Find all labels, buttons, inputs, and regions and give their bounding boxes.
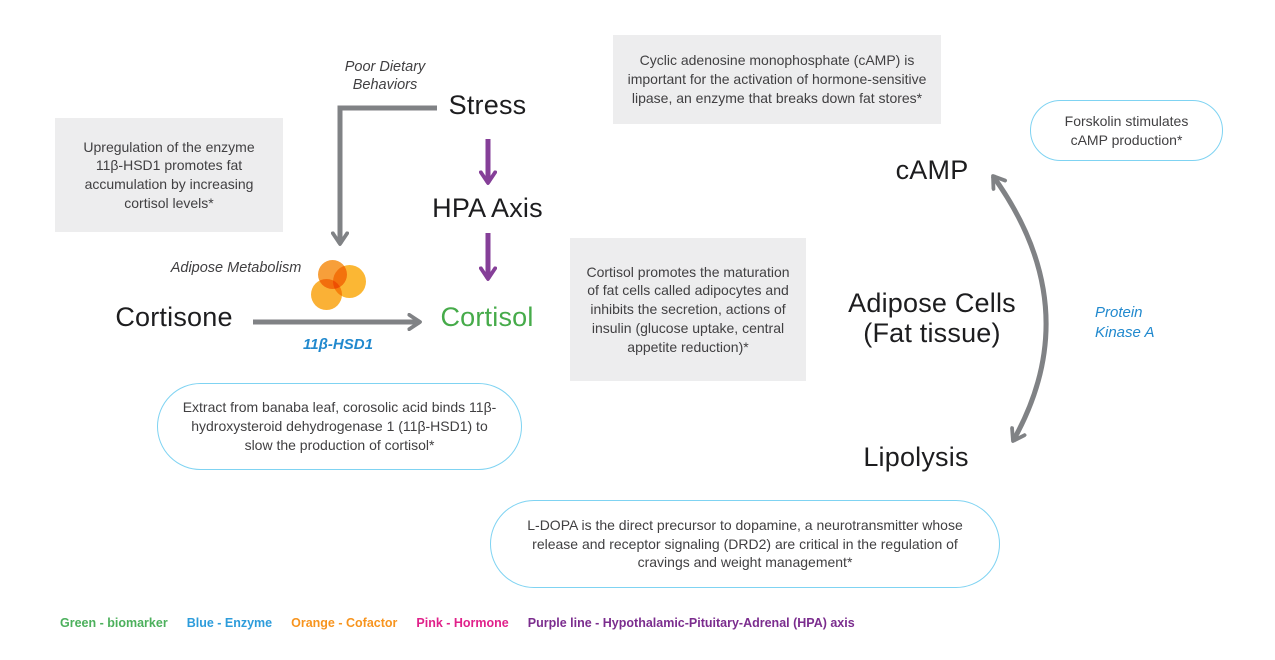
legend-item-hormone: Pink - Hormone xyxy=(416,616,509,630)
callout-ldopa xyxy=(490,500,1000,588)
node-cortisol: Cortisol xyxy=(440,302,534,332)
node-camp: cAMP xyxy=(895,155,969,185)
legend-item-biomarker: Green - biomarker xyxy=(60,616,168,630)
note-camp-function xyxy=(613,35,941,124)
callout-forskolin-text: Forskolin stimulates cAMP production* xyxy=(1064,112,1189,148)
callout-ldopa-text: L-DOPA is the direct precursor to dopamine, a neurotransmitter whose release and receptor signaling (DRD2) are critical in the regulation of cravings and weight management* xyxy=(527,516,963,571)
adipose-cells-line2: (Fat tissue) xyxy=(863,317,1001,348)
node-lipolysis: Lipolysis xyxy=(863,442,969,472)
pka-line1: Protein xyxy=(1095,304,1143,321)
note-upregulation-text: Upregulation of the enzyme 11β-HSD1 promotes fat accumulation by increasing cortisol levels* xyxy=(83,138,255,211)
adipose-cells-line1: Adipose Cells xyxy=(848,288,1016,318)
note-upregulation xyxy=(55,118,283,232)
note-cortisol-effects xyxy=(570,238,806,381)
adipose-metabolism-label: Adipose Metabolism xyxy=(170,260,302,276)
poor-dietary-behaviors-label xyxy=(327,58,443,94)
node-cortisone: Cortisone xyxy=(115,302,233,332)
pka-line2: Kinase A xyxy=(1095,323,1155,341)
enzyme-11b-hsd1-label: 11β-HSD1 xyxy=(303,336,373,353)
callout-forskolin xyxy=(1030,100,1223,161)
callout-banaba xyxy=(157,383,522,470)
note-camp-function-text: Cyclic adenosine monophosphate (cAMP) is important for the activation of hormone-sensitive lipase, an enzyme that breaks down fat stores* xyxy=(627,52,927,106)
cofactor-circles-icon xyxy=(311,260,369,314)
node-adipose-cells xyxy=(828,289,1036,348)
legend-item-enzyme: Blue - Enzyme xyxy=(186,616,273,630)
node-stress: Stress xyxy=(448,90,527,120)
note-cortisol-effects-text: Cortisol promotes the maturation of fat cells called adipocytes and inhibits the secretion, actions of insulin (glucose uptake, central appetite reduction)* xyxy=(586,263,790,355)
poor-dietary-line2: Behaviors xyxy=(352,77,418,94)
legend-item-hpa-axis: Purple line - Hypothalamic-Pituitary-Adrenal (HPA) axis xyxy=(527,616,855,630)
cofactor-circle-3 xyxy=(311,279,342,310)
legend xyxy=(60,616,855,630)
legend-item-cofactor: Orange - Cofactor xyxy=(291,616,398,630)
node-hpa-axis: HPA Axis xyxy=(432,193,543,223)
callout-banaba-text: Extract from banaba leaf, corosolic acid binds 11β-hydroxysteroid dehydrogenase 1 (11β-HSD1) to slow the production of cortisol* xyxy=(182,399,497,453)
poor-dietary-line1: Poor Dietary xyxy=(344,59,426,75)
protein-kinase-a-label xyxy=(1095,303,1154,342)
